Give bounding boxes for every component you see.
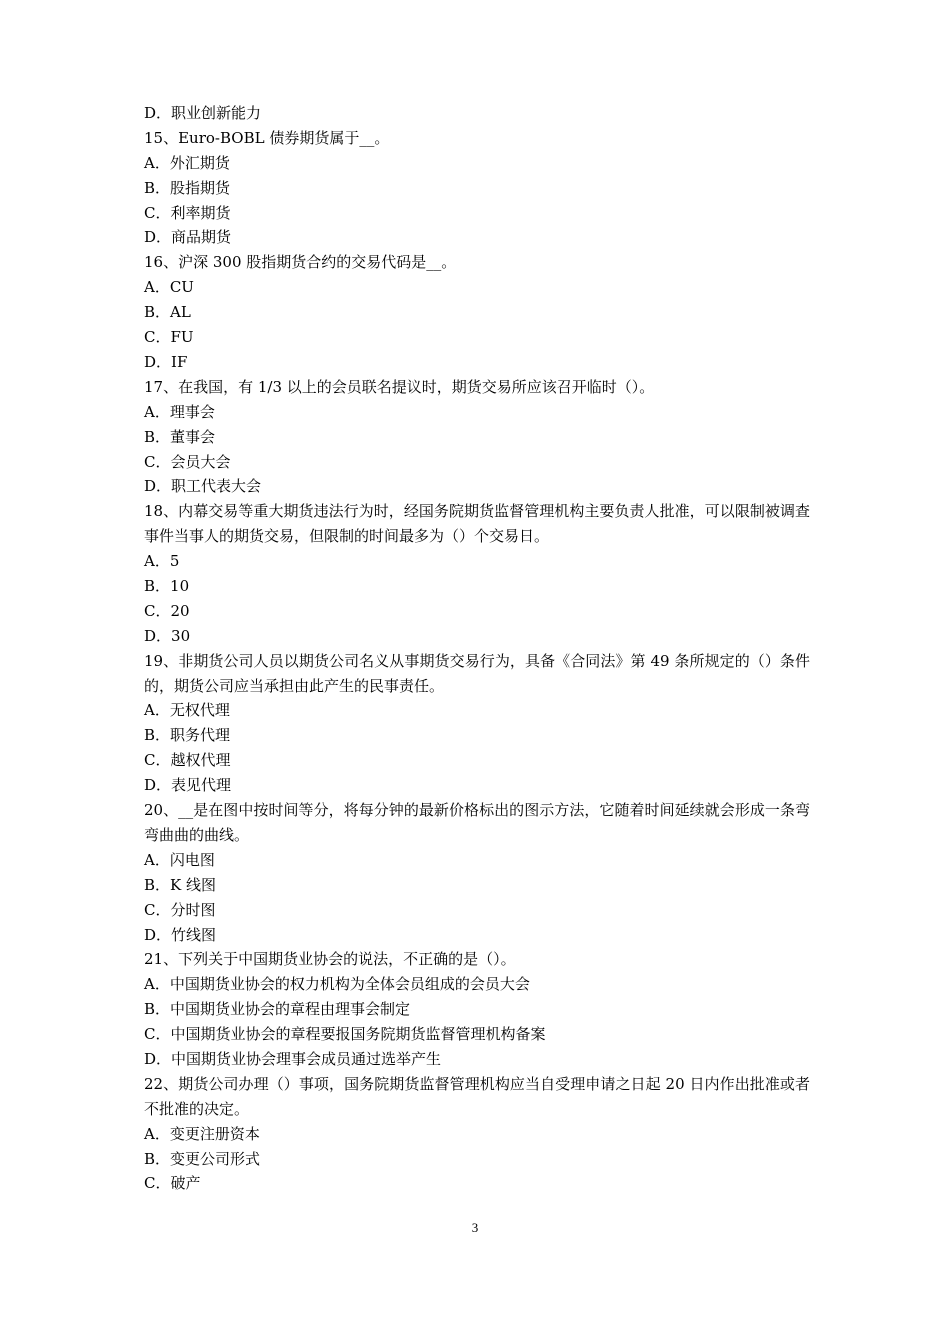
question-text: 17、在我国，有 1/3 以上的会员联名提议时，期货交易所应该召开临时（）。 [144,377,655,396]
option-item: D．30 [144,626,191,645]
option-item: D．职业创新能力 [144,104,262,122]
option-item: C．20 [144,601,190,620]
question-block [144,798,810,947]
option-item: A．无权代理 [144,701,230,720]
question-block [144,499,810,648]
option-item: C．越权代理 [144,751,231,770]
option-item: A．5 [144,552,180,571]
question-text: 16、沪深 300 股指期货合约的交易代码是__。 [144,253,457,272]
question-text: 20、__是在图中按时间等分，将每分钟的最新价格标出的图示方法，它随着时间延续就会形成一条弯弯曲曲的曲线。 [144,801,810,844]
question-text: 15、Euro-BOBL 债券期货属于__。 [144,128,390,147]
question-text: 21、下列关于中国期货业协会的说法，不正确的是（）。 [144,950,516,969]
option-item: D．职工代表大会 [144,477,262,496]
question-block [144,126,810,250]
question-text: 22、期货公司办理（）事项，国务院期货监督管理机构应当自受理申请之日起 20 日内作出批准或者不批准的决定。 [144,1074,810,1118]
option-item: B．AL [144,303,191,322]
question-text: 19、非期货公司人员以期货公司名义从事期货交易行为，具备《合同法》第 49 条所规定的（）条件的，期货公司应当承担由此产生的民事责任。 [144,651,810,695]
option-item: B．职务代理 [144,726,231,745]
option-item: D．IF [144,352,188,371]
page-number: 3 [471,1220,479,1235]
option-item: C．利率期货 [144,203,231,222]
option-item: A．外汇期货 [144,153,230,172]
option-item: A．中国期货业协会的权力机构为全体会员组成的会员大会 [144,975,530,994]
question-block [144,1072,810,1196]
option-item: D．商品期货 [144,228,232,247]
question-block [144,250,810,374]
option-item: B．中国期货业协会的章程由理事会制定 [144,1000,411,1019]
option-item: A．变更注册资本 [144,1124,260,1143]
question-text: 18、内幕交易等重大期货违法行为时，经国务院期货监督管理机构主要负责人批准，可以限制被调查事件当事人的期货交易，但限制的时间最多为（）个交易日。 [144,502,810,546]
option-item: A．闪电图 [144,850,215,869]
option-item: A．CU [144,278,194,297]
option-item: B．变更公司形式 [144,1149,261,1168]
option-item: B．K 线图 [144,875,216,894]
option-item: C．分时图 [144,900,216,919]
question-block [144,947,810,1071]
option-item: A．理事会 [144,402,215,421]
option-item: D．竹线图 [144,925,217,944]
option-item: D．中国期货业协会理事会成员通过选举产生 [144,1050,442,1068]
question-block [144,649,810,798]
option-item: C．破产 [144,1174,201,1193]
option-item: C．FU [144,328,194,347]
option-item: B．股指期货 [144,178,231,197]
option-item: B．董事会 [144,427,216,446]
question-list [144,101,810,1196]
option-item: D．表见代理 [144,776,232,795]
option-item: C．会员大会 [144,452,231,471]
option-item: B．10 [144,577,190,595]
question-block [144,375,810,499]
option-item: C．中国期货业协会的章程要报国务院期货监督管理机构备案 [144,1025,546,1044]
